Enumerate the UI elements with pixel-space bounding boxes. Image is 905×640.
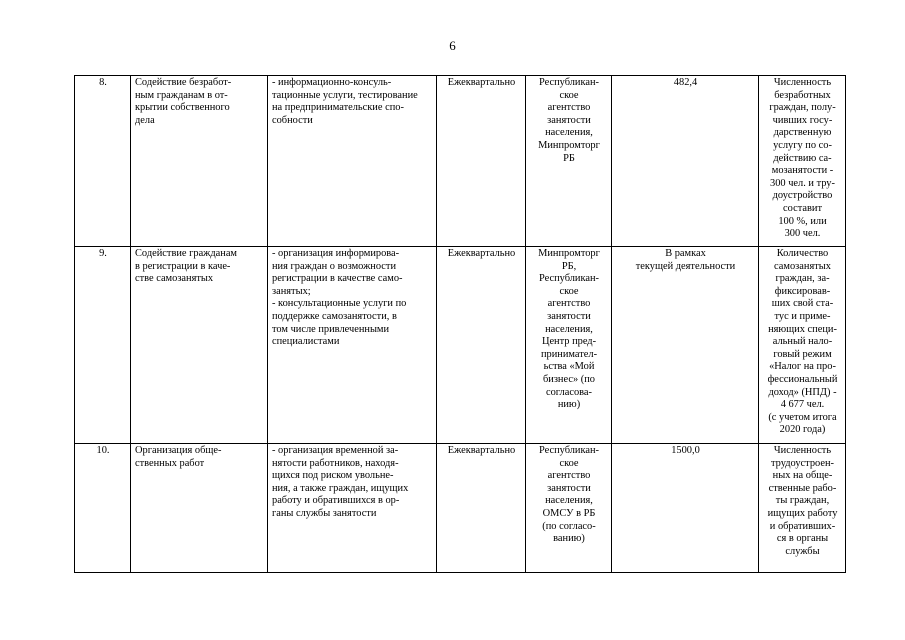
row-number: 9. [75,247,131,444]
measure-period: Ежеквартально [437,444,526,573]
table-row [75,76,846,247]
measure-name: Организация обще- ственных работ [131,444,268,573]
measure-name: Содействие безработ- ным гражданам в от- крытии собственного дела [131,76,268,247]
row-number: 8. [75,76,131,247]
measure-activities: - организация информирова- ния граждан о возможности регистрации в качестве само- занятых; - консультационные услуги по поддержке самозанятости, в том числе привлеченными специалистами [268,247,437,444]
measure-activities: - информационно-консуль- тационные услуги, тестирование на предпринимательские спо- собности [268,76,437,247]
measure-executor: Минпромторг РБ, Республикан- ское агентство занятости населения, Центр пред- принимател- ьства «Мой бизнес» (по согласова- нию) [526,247,612,444]
measure-indicator: Численность трудоустроен- ных на обще- ственные рабо- ты граждан, ищущих работу и обративших- ся в органы службы [759,444,846,573]
page-number: 6 [449,38,456,53]
measure-indicator: Количество самозанятых граждан, за- фиксировав- ших свой ста- тус и приме- няющих специ- альный нало- говый режим «Налог на про- фессиональный доход» (НПД) - 4 677 чел. (с учетом итога 2020 года) [759,247,846,444]
measure-activities: - организация временной за- нятости работников, находя- щихся под риском увольне- ния, а также граждан, ищущих работу и обратившихся в ор- ганы службы занятости [268,444,437,573]
measure-period: Ежеквартально [437,247,526,444]
measure-name: Содействие гражданам в регистрации в каче- стве самозанятых [131,247,268,444]
measure-financing: 1500,0 [612,444,759,573]
row-number: 10. [75,444,131,573]
measure-executor: Республикан- ское агентство занятости населения, ОМСУ в РБ (по согласо- ванию) [526,444,612,573]
table-row [75,247,846,444]
measure-executor: Республикан- ское агентство занятости населения, Минпромторг РБ [526,76,612,247]
measure-indicator: Численность безработных граждан, полу- чивших госу- дарственную услугу по со- действию са- мозанятости - 300 чел. и тру- доустройство составит 100 %, или 300 чел. [759,76,846,247]
measure-financing: 482,4 [612,76,759,247]
measure-period: Ежеквартально [437,76,526,247]
measure-financing: В рамках текущей деятельности [612,247,759,444]
table-row [75,444,846,573]
program-table [74,75,846,573]
